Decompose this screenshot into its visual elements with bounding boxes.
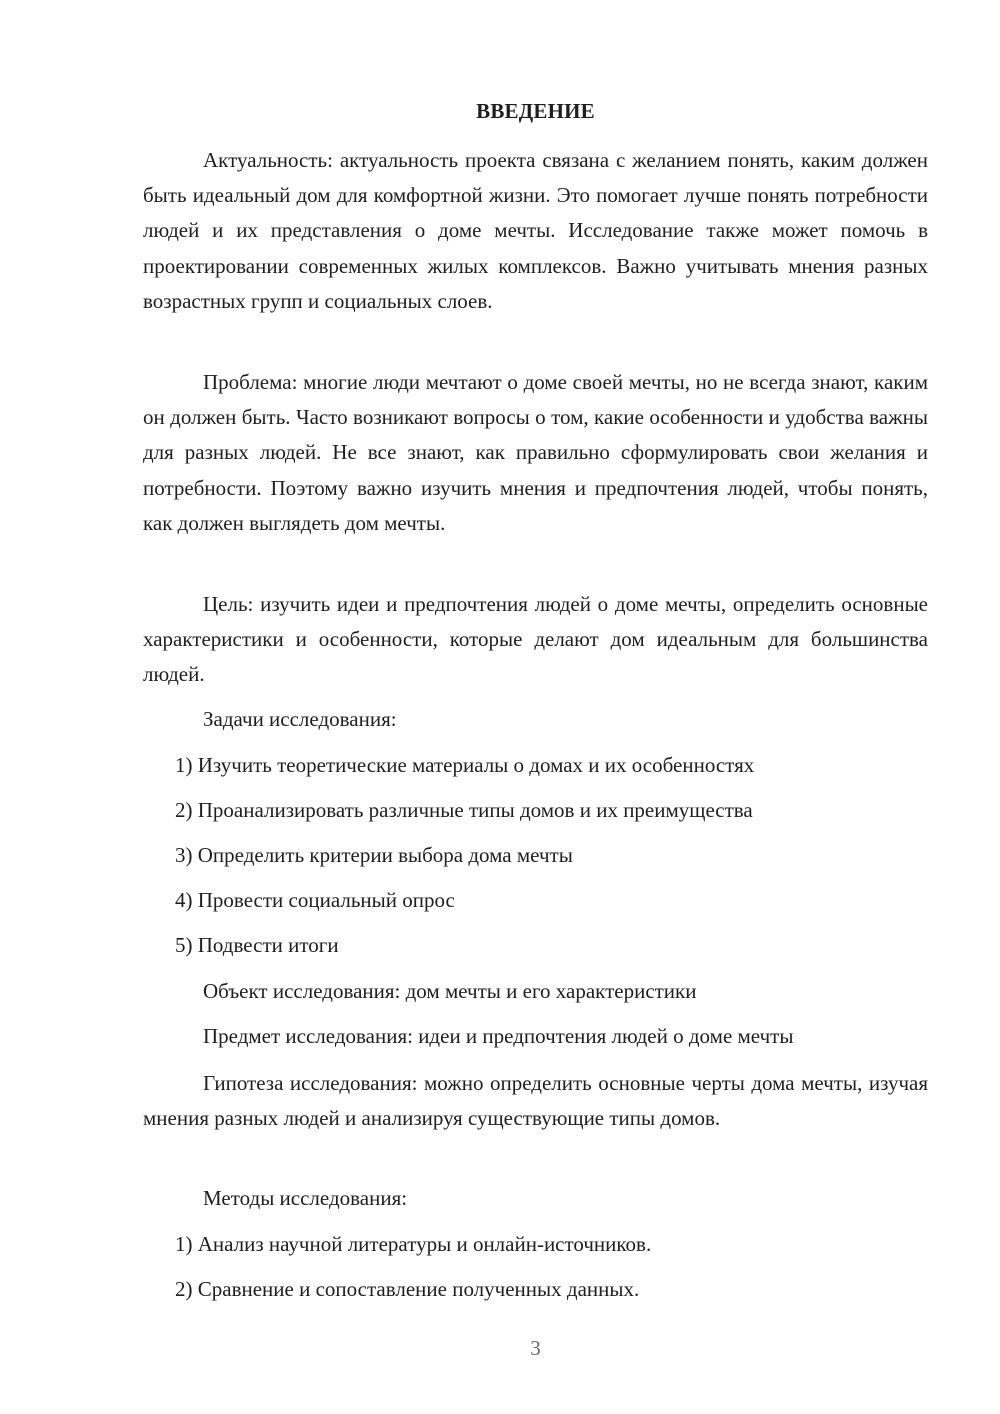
task-item: 4) Провести социальный опрос: [175, 888, 455, 912]
document-page: [143, 0, 928, 1414]
problem-paragraph: Проблема: многие люди мечтают о доме своей мечты, но не всегда знают, каким он должен быть. Часто возникают вопросы о том, какие особенности и удобства важны для разных людей. Не все знают, как правильно сформулировать свои желания и потребности. Поэтому важно изучить мнения и предпочтения людей, чтобы понять, как должен выглядеть дом мечты.: [143, 370, 928, 535]
goal-paragraph: Цель: изучить идеи и предпочтения людей о доме мечты, определить основные характеристики и особенности, которые делают дом идеальным для большинства людей.: [143, 592, 928, 687]
hypothesis-paragraph: Гипотеза исследования: можно определить основные черты дома мечты, изучая мнения разных людей и анализируя существующие типы домов.: [143, 1071, 928, 1131]
research-subject: Предмет исследования: идеи и предпочтения людей о доме мечты: [203, 1024, 794, 1048]
task-item: 1) Изучить теоретические материалы о домах и их особенностях: [175, 753, 755, 777]
method-item: 2) Сравнение и сопоставление полученных данных.: [175, 1277, 640, 1301]
tasks-heading: Задачи исследования:: [203, 707, 397, 731]
research-object: Объект исследования: дом мечты и его характеристики: [203, 979, 697, 1003]
page-number: 3: [530, 1336, 541, 1360]
task-item: 3) Определить критерии выбора дома мечты: [175, 843, 573, 867]
methods-heading: Методы исследования:: [203, 1186, 408, 1210]
task-item: 5) Подвести итоги: [175, 933, 339, 957]
relevance-paragraph: Актуальность: актуальность проекта связана с желанием понять, каким должен быть идеальный дом для комфортной жизни. Это помогает лучше понять потребности людей и их представления о доме мечты. Исследование также может помочь в проектировании современных жилых комплексов. Важно учитывать мнения разных возрастных групп и социальных слоев.: [143, 148, 928, 313]
section-title: ВВЕДЕНИЕ: [476, 99, 595, 123]
task-item: 2) Проанализировать различные типы домов и их преимущества: [175, 798, 753, 822]
method-item: 1) Анализ научной литературы и онлайн-источников.: [175, 1232, 652, 1256]
